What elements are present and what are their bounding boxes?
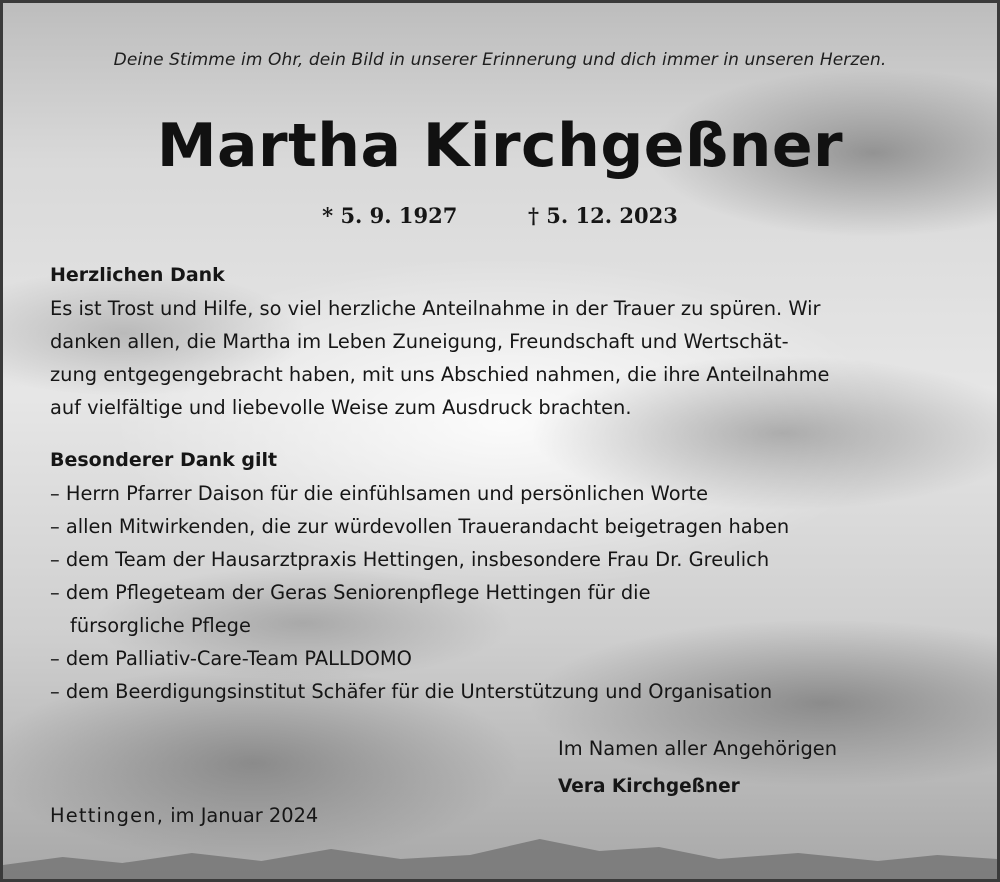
thanks-line: auf vielfältige und liebevolle Weise zum Ausdruck brachten. xyxy=(50,396,632,419)
list-item: – allen Mitwirkenden, die zur würdevollen Trauerandacht beigetragen haben xyxy=(50,515,790,538)
life-dates xyxy=(3,203,997,228)
thanks-line: danken allen, die Martha im Leben Zuneigung, Freundschaft und Wertschät- xyxy=(50,330,789,353)
birth-date: * 5. 9. 1927 xyxy=(322,203,458,228)
special-thanks-heading: Besonderer Dank gilt xyxy=(50,449,278,471)
signature-intro: Im Namen aller Angehörigen xyxy=(558,737,837,760)
list-item: – dem Palliativ-Care-Team PALLDOMO xyxy=(50,647,412,670)
special-thanks-section xyxy=(50,444,970,708)
list-item: – dem Team der Hausarztpraxis Hettingen, insbesondere Frau Dr. Greulich xyxy=(50,548,770,571)
mountain-silhouette xyxy=(3,819,997,879)
list-item: – Herrn Pfarrer Daison für die einfühlsamen und persönlichen Worte xyxy=(50,482,709,505)
thanks-heading: Herzlichen Dank xyxy=(50,264,225,286)
thanks-content xyxy=(50,259,970,708)
place-and-date xyxy=(50,804,318,827)
death-date: † 5. 12. 2023 xyxy=(528,203,678,228)
signature-block xyxy=(558,732,837,803)
thanks-line: zung entgegengebracht haben, mit uns Abschied nahmen, die ihre Anteilnahme xyxy=(50,363,830,386)
motto-quote: Deine Stimme im Ohr, dein Bild in unserer Erinnerung und dich immer in unseren Herzen. xyxy=(113,50,887,70)
special-thanks-list xyxy=(50,477,970,708)
list-item: – dem Beerdigungsinstitut Schäfer für die Unterstützung und Organisation xyxy=(50,680,773,703)
signer-name: Vera Kirchgeßner xyxy=(558,776,740,797)
place-city: Hettingen, xyxy=(50,804,165,827)
thanks-line: Es ist Trost und Hilfe, so viel herzliche Anteilnahme in der Trauer zu spüren. Wir xyxy=(50,297,821,320)
thanks-section xyxy=(50,259,970,424)
list-item: – dem Pflegeteam der Geras Seniorenpflege Hettingen für die xyxy=(50,581,651,604)
place-date: im Januar 2024 xyxy=(170,804,319,827)
deceased-name: Martha Kirchgeßner xyxy=(156,111,844,181)
list-item-continuation: fürsorgliche Pflege xyxy=(70,614,251,637)
